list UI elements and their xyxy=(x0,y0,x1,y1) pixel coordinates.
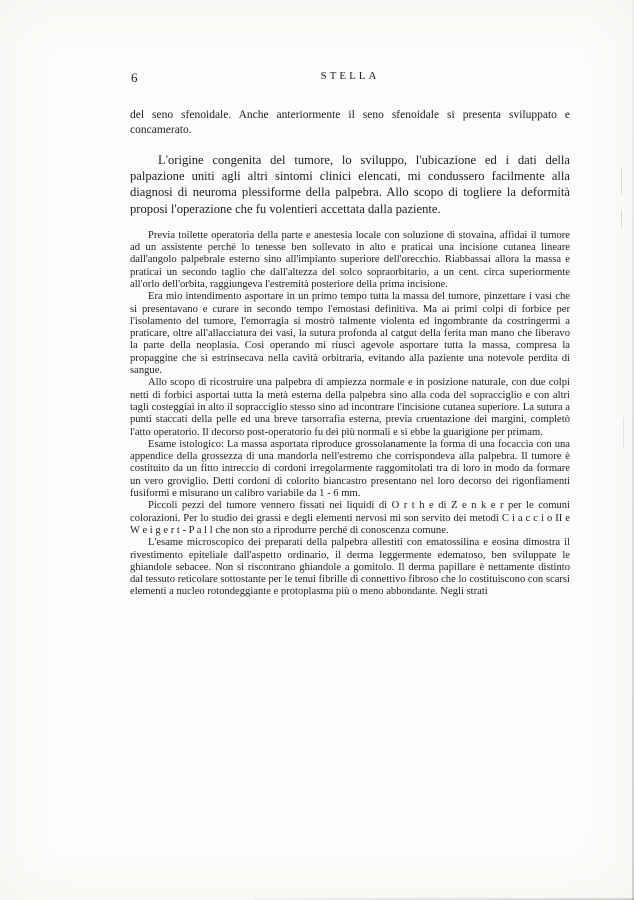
scan-artifact xyxy=(621,210,622,228)
page-number: 6 xyxy=(131,70,138,85)
paragraph-body: Previa toilette operatoria della parte e anestesia locale con soluzione di stovaina, affidai il tumore ad un assistente perché lo tenesse ben sollevato in alto e praticai una incisione cutanea lineare dall'angolo palpebrale esterno sino all'impianto superiore dell'orecchio. Riabbassai allora la massa e praticai un secondo taglio che dall'altezza del solco sopraorbitario, a un cent. circa superiormente all'orlo dell'orbita, raggiungeva l'estremità posteriore della prima incisione. xyxy=(130,229,570,290)
scan-artifact xyxy=(621,168,622,194)
paragraph-body: Allo scopo di ricostruire una palpebra di ampiezza normale e in posizione naturale, con due colpi netti di forbici asportai tutta la metà esterna della palpebra sino alla coda del sopracciglio e con altri tagli costeggiai in alto il sopracciglio stesso sino ad incontrare l'incisione cutanea superiore. La sutura a punti staccati della pelle ed una breve tarsorrafia esterna, previa cruentazione dei margini, completò l'atto operatorio. Il decorso post-operatorio fu dei più normali e si ebbe la guarigione per primam. xyxy=(130,377,570,438)
paragraph-body: L'esame microscopico dei preparati della palpebra allestiti con ematossilina e eosina dimostra il rivestimento epiteliale dall'aspetto ordinario, il derma leggermente edematoso, ben sviluppate le ghiandole sebacee. Non si riscontrano ghiandole a gomitolo. Il derma papillare è nettamente distinto dal tessuto reticolare sottostante per le tenui fibrille di connettivo fibroso che lo costituiscono con scarsi elementi a nucleo rotondeggiante e protoplasma più o meno abbondante. Negli strati xyxy=(130,537,570,598)
paragraph-continuation: del seno sfenoidale. Anche anteriormente il seno sfenoidale si presenta sviluppato e concamerato. xyxy=(130,109,570,136)
paragraph-body: Piccoli pezzi del tumore vennero fissati nei liquidi di O r t h e di Z e n k e r per le comuni colorazioni. Per lo studio dei grassi e degli elementi nervosi mi son servito dei metodi C i a c c i o II e W e i g e r t - P a l l che non sto a riprodurre perché di conoscenza comune. xyxy=(130,500,570,536)
page-header xyxy=(0,0,634,90)
running-head: STELLA xyxy=(320,70,380,82)
paragraph-body: Esame istologico: La massa asportata riproduce grossolanamente la forma di una focaccia con una appendice della grossezza di una mandorla nell'estremo che corrispondeva alla palpebra. Il tumore è costituito da un fitto intreccio di cordoni irregolarmente raggomitolati tra di loro in modo da formare un vero groviglio. Detti cordoni di colorito biancastro presentano nel loro decorso dei rigonfiamenti fusiformi e misurano un calibro variabile da 1 - 6 mm. xyxy=(130,438,570,500)
paragraph-body: Era mio intendimento asportare in un primo tempo tutta la massa del tumore, pinzettare i vasi che si presentavano e curare in secondo tempo l'emostasi definitiva. Ma ai primi colpi di forbice per l'isolamento del tumore, l'emorragia si mostrò talmente violenta ed ingombrante da costringermi a praticare, oltre all'allacciatura dei vasi, la sutura profonda al catgut della ferita man mano che liberavo la parte della neoplasia. Così operando mi riuscì agevole asportare tutta la massa, compresa la propaggine che si estrinsecava nella cavità orbitraria, evitando alla paziente una notevole perdita di sangue. xyxy=(130,291,570,377)
scan-artifact xyxy=(623,418,624,448)
text-block xyxy=(0,90,634,599)
paragraph-intro: L'origine congenita del tumore, lo sviluppo, l'ubicazione ed i dati della palpazione uniti agli altri sintomi clinici elencati, mi condussero facilmente alla diagnosi di neuroma plessiforme della palpebra. Allo scopo di togliere la deformità proposi l'operazione che fu volentieri accettata dalla paziente. xyxy=(130,153,570,216)
